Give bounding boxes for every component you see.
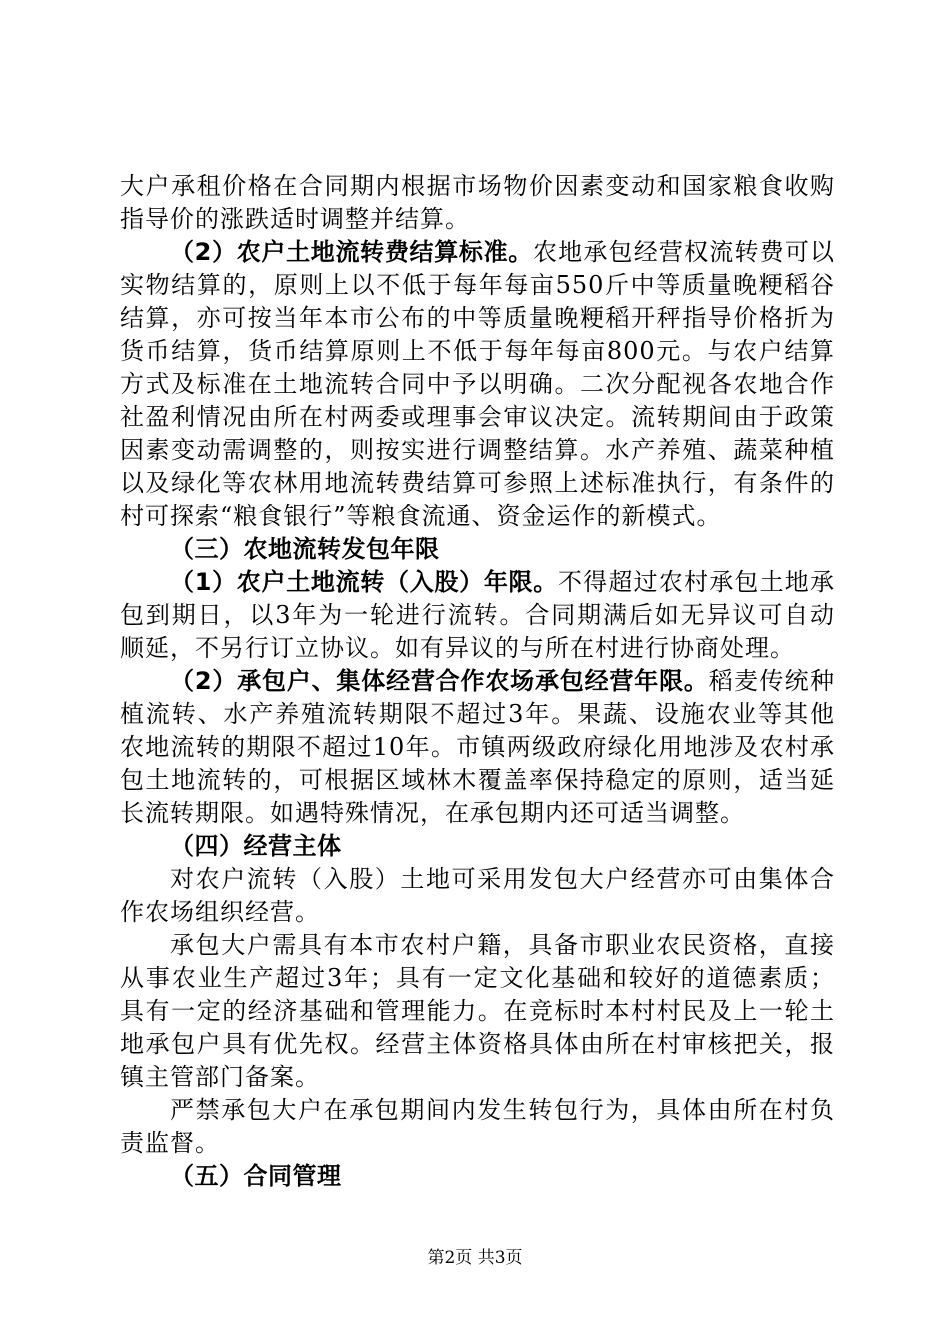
document-body (120, 170, 835, 1193)
paragraph-operator-mode (120, 863, 835, 929)
paragraph-lead: （2）承包户、集体经营合作农场承包经营年限。 (170, 667, 709, 695)
section-heading-operator: （四）经营主体 (170, 832, 342, 860)
paragraph-subcontract-ban (120, 1094, 835, 1160)
paragraph-lead: （1）农户土地流转（入股）年限。 (170, 568, 558, 596)
section-heading-term: （三）农地流转发包年限 (170, 535, 440, 563)
paragraph-lead: （2）农户土地流转费结算标准。 (170, 238, 533, 266)
paragraph-text: 农地承包经营权流转费可以实物结算的，原则上以不低于每年每亩550斤中等质量晚粳稻谷结算，亦可按当年本市公布的中等质量晚粳稻开秤指导价格折为货币结算，货币结算原则上不低于每年每亩800元。与农户结算方式及标准在土地流转合同中予以明确。二次分配视各农地合作社盈利情况由所在村两委或理事会审议决定。流转期间由于政策因素变动需调整的，则按实进行调整结算。水产养殖、蔬菜种植以及绿化等农林用地流转费结算可参照上述标准执行，有条件的村可探索“粮食银行”等粮食流通、资金运作的新模式。 (120, 238, 835, 530)
section-heading-contract: （五）合同管理 (170, 1162, 342, 1190)
paragraph-text: 对农户流转（入股）土地可采用发包大户经营亦可由集体合作农场组织经营。 (120, 865, 835, 926)
paragraph-contractor-term (120, 665, 835, 830)
paragraph-text: 承包大户需具有本市农村户籍，具备市职业农民资格，直接从事农业生产超过3年；具有一定文化基础和较好的道德素质；具有一定的经济基础和管理能力。在竞标时本村村民及上一轮土地承包户具有优先权。经营主体资格具体由所在村审核把关，报镇主管部门备案。 (120, 931, 835, 1091)
paragraph-text: 严禁承包大户在承包期间内发生转包行为，具体由所在村负责监督。 (120, 1096, 835, 1157)
paragraph-text: 大户承租价格在合同期内根据市场物价因素变动和国家粮食收购指导价的涨跌适时调整并结算。 (120, 172, 835, 233)
page-number: 第2页 共3页 (427, 1248, 523, 1268)
paragraph-text: 不得超过农村承包土地承包到期日，以3年为一轮进行流转。合同期满后如无异议可自动顺延，不另行订立协议。如有异议的与所在村进行协商处理。 (120, 568, 836, 662)
paragraph-settlement-standard (120, 236, 835, 533)
paragraph-text: 稻麦传统种植流转、水产养殖流转期限不超过3年。果蔬、设施农业等其他农地流转的期限不超过10年。市镇两级政府绿化用地涉及农村承包土地流转的，可根据区域林木覆盖率保持稳定的原则，适当延长流转期限。如遇特殊情况，在承包期内还可适当调整。 (120, 667, 835, 827)
paragraph-farmer-term (120, 566, 835, 665)
paragraph-operator-qualification (120, 929, 835, 1094)
paragraph-price-adjustment (120, 170, 835, 236)
